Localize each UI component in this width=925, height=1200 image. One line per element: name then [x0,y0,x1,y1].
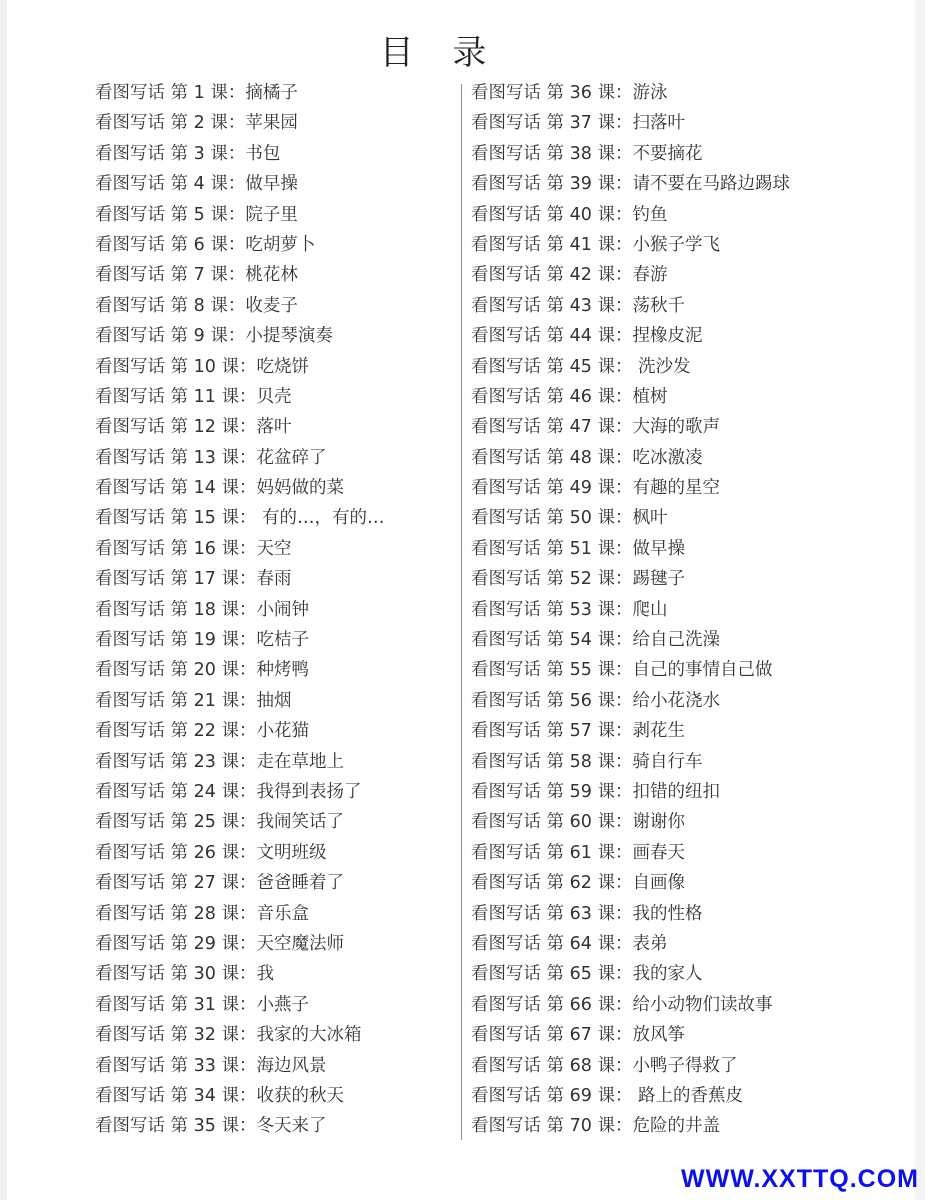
toc-item: 看图写话 第 15 课： 有的…，有的… [95,508,385,529]
toc-item: 看图写话 第 51 课：做早操 [471,538,685,559]
watermark: WWW.XXTTQ.COM [681,1165,919,1193]
toc-item: 看图写话 第 12 课：落叶 [95,417,292,438]
toc-item: 看图写话 第 36 课：游泳 [471,83,668,103]
toc-item: 看图写话 第 37 课：扫落叶 [471,113,685,134]
toc-item: 看图写话 第 19 课：吃桔子 [95,630,309,651]
toc-item: 看图写话 第 59 课：扣错的纽扣 [471,781,720,802]
toc-item: 看图写话 第 69 课： 路上的香蕉皮 [471,1085,744,1106]
toc-item: 看图写话 第 68 课：小鸭子得救了 [471,1055,738,1076]
toc-item: 看图写话 第 28 课：音乐盒 [95,903,309,924]
toc-item: 看图写话 第 43 课：荡秋千 [471,295,685,316]
toc-item: 看图写话 第 64 课：表弟 [471,933,668,954]
toc-item: 看图写话 第 25 课：我闹笑话了 [95,812,344,833]
toc-item: 看图写话 第 39 课：请不要在马路边踢球 [471,174,790,195]
toc-item: 看图写话 第 70 课：危险的井盖 [471,1116,720,1137]
toc-item: 看图写话 第 58 课：骑自行车 [471,751,703,772]
toc-item: 看图写话 第 60 课：谢谢你 [471,812,685,833]
toc-item: 看图写话 第 52 课：踢毽子 [471,569,685,590]
toc-item: 看图写话 第 34 课：收获的秋天 [95,1085,344,1106]
toc-item: 看图写话 第 18 课：小闹钟 [95,599,309,620]
toc-item: 看图写话 第 32 课：我家的大冰箱 [95,1025,362,1046]
toc-item: 看图写话 第 55 课：自己的事情自己做 [471,660,773,681]
toc-item: 看图写话 第 40 课：钓鱼 [471,204,668,225]
toc-item: 看图写话 第 16 课：天空 [95,538,292,559]
toc-item: 看图写话 第 30 课：我 [95,964,274,985]
toc-item: 看图写话 第 6 课：吃胡萝卜 [95,234,316,255]
toc-item: 看图写话 第 4 课：做早操 [95,174,298,195]
toc-item: 看图写话 第 26 课：文明班级 [95,842,327,863]
left-page-edge [0,0,7,1200]
toc-item: 看图写话 第 61 课：画春天 [471,842,685,863]
toc-item: 看图写话 第 13 课：花盆碎了 [95,447,327,468]
toc-item: 看图写话 第 46 课：植树 [471,386,668,407]
toc-item: 看图写话 第 7 课：桃花林 [95,265,298,286]
toc-item: 看图写话 第 49 课：有趣的星空 [471,478,720,499]
toc-item: 看图写话 第 33 课：海边风景 [95,1055,327,1076]
toc-item: 看图写话 第 2 课：苹果园 [95,113,298,134]
toc-item: 看图写话 第 47 课：大海的歌声 [471,417,720,438]
toc-item: 看图写话 第 65 课：我的家人 [471,964,703,985]
toc-item: 看图写话 第 23 课：走在草地上 [95,751,344,772]
toc-item: 看图写话 第 1 课：摘橘子 [95,83,298,103]
toc-item: 看图写话 第 22 课：小花猫 [95,721,309,742]
toc-item: 看图写话 第 27 课：爸爸睡着了 [95,873,344,894]
toc-item: 看图写话 第 45 课： 洗沙发 [471,356,691,377]
toc-item: 看图写话 第 20 课：种烤鸭 [95,660,309,681]
toc-item: 看图写话 第 67 课：放风筝 [471,1025,685,1046]
toc-item: 看图写话 第 42 课：春游 [471,265,668,286]
toc-item: 看图写话 第 10 课：吃烧饼 [95,356,309,377]
toc-item: 看图写话 第 21 课：抽烟 [95,690,292,711]
toc-item: 看图写话 第 57 课：剥花生 [471,721,685,742]
toc-item: 看图写话 第 29 课：天空魔法师 [95,933,344,954]
toc-item: 看图写话 第 5 课：院子里 [95,204,298,225]
toc-item: 看图写话 第 14 课：妈妈做的菜 [95,478,344,499]
toc-item: 看图写话 第 24 课：我得到表扬了 [95,781,362,802]
toc-item: 看图写话 第 48 课：吃冰激凌 [471,447,703,468]
right-page-edge [915,0,925,1200]
toc-item: 看图写话 第 53 课：爬山 [471,599,668,620]
toc-item: 看图写话 第 3 课：书包 [95,143,281,164]
toc-item: 看图写话 第 38 课：不要摘花 [471,143,703,164]
toc-item: 看图写话 第 62 课：自画像 [471,873,685,894]
toc-item: 看图写话 第 17 课：春雨 [95,569,292,590]
toc-item: 看图写话 第 63 课：我的性格 [471,903,703,924]
toc-item: 看图写话 第 35 课：冬天来了 [95,1116,327,1137]
toc-item: 看图写话 第 66 课：给小动物们读故事 [471,994,773,1015]
toc-item: 看图写话 第 54 课：给自己洗澡 [471,630,720,651]
toc-column-left [95,78,445,1142]
toc-item: 看图写话 第 8 课：收麦子 [95,295,298,316]
toc-item: 看图写话 第 41 课：小猴子学飞 [471,234,720,255]
toc-column-right [471,78,891,1142]
page-title: 目 录 [379,33,501,73]
toc-item: 看图写话 第 56 课：给小花浇水 [471,690,720,711]
toc-item: 看图写话 第 11 课：贝壳 [95,386,292,407]
toc-item: 看图写话 第 50 课：枫叶 [471,508,668,529]
column-divider [461,84,462,1140]
toc-item: 看图写话 第 44 课：捏橡皮泥 [471,326,703,347]
toc-item: 看图写话 第 31 课：小燕子 [95,994,309,1015]
toc-item: 看图写话 第 9 课：小提琴演奏 [95,326,333,347]
